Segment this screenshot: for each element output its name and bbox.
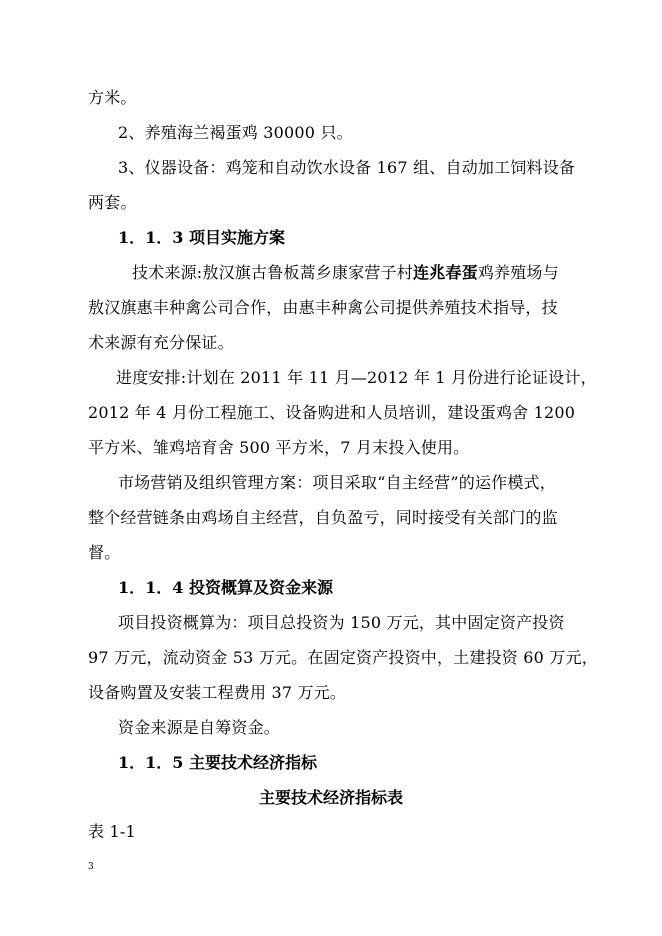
paragraph-line: 整个经营链条由鸡场自主经营，自负盈亏，同时接受有关部门的监 — [88, 508, 558, 527]
paragraph-line: 3、仪器设备：鸡笼和自动饮水设备 167 组、自动加工饲料设备 — [118, 158, 576, 177]
paragraph-line: 2、养殖海兰褐蛋鸡 30000 只。 — [118, 123, 353, 142]
paragraph-line: 督。 — [88, 543, 121, 562]
section-heading-1-1-3: 1．1．3 项目实施方案 — [118, 228, 285, 247]
page-number: 3 — [88, 862, 94, 872]
paragraph-line: 资金来源是自筹资金。 — [118, 718, 281, 737]
paragraph-line: 97 万元，流动资金 53 万元。在固定资产投资中，土建投资 60 万元， — [88, 648, 598, 667]
paragraph-line: 市场营销及组织管理方案：项目采取“自主经营”的运作模式， — [118, 473, 556, 492]
table-title: 主要技术经济指标表 — [258, 788, 403, 807]
paragraph-line: 进度安排:计划在 2011 年 11 月—2012 年 1 月份进行论证设计， — [116, 368, 597, 387]
tech-source-text-end: 鸡养殖场与 — [477, 263, 559, 282]
section-heading-1-1-5: 1．1．5 主要技术经济指标 — [118, 753, 317, 772]
farm-name-bold: 连兆春蛋 — [413, 263, 478, 282]
paragraph-line: 设备购置及安装工程费用 37 万元。 — [88, 683, 347, 702]
paragraph-line: 两套。 — [88, 193, 137, 212]
section-heading-1-1-4: 1．1．4 投资概算及资金来源 — [118, 578, 333, 597]
paragraph-line: 术来源有充分保证。 — [88, 333, 234, 352]
paragraph-line: 方米。 — [88, 88, 137, 107]
paragraph-line — [132, 263, 632, 283]
paragraph-line: 项目投资概算为：项目总投资为 150 万元，其中固定资产投资 — [118, 613, 565, 632]
paragraph-line: 2012 年 4 月份工程施工、设备购进和人员培训，建设蛋鸡舍 1200 — [88, 403, 576, 422]
table-label: 表 1-1 — [88, 822, 136, 841]
paragraph-line: 平方米、雏鸡培育舍 500 平方米，7 月末投入使用。 — [88, 438, 470, 457]
tech-source-text: 技术来源:敖汉旗古鲁板蒿乡康家营子村 — [132, 263, 413, 282]
paragraph-line: 敖汉旗惠丰种禽公司合作，由惠丰种禽公司提供养殖技术指导，技 — [88, 298, 558, 317]
